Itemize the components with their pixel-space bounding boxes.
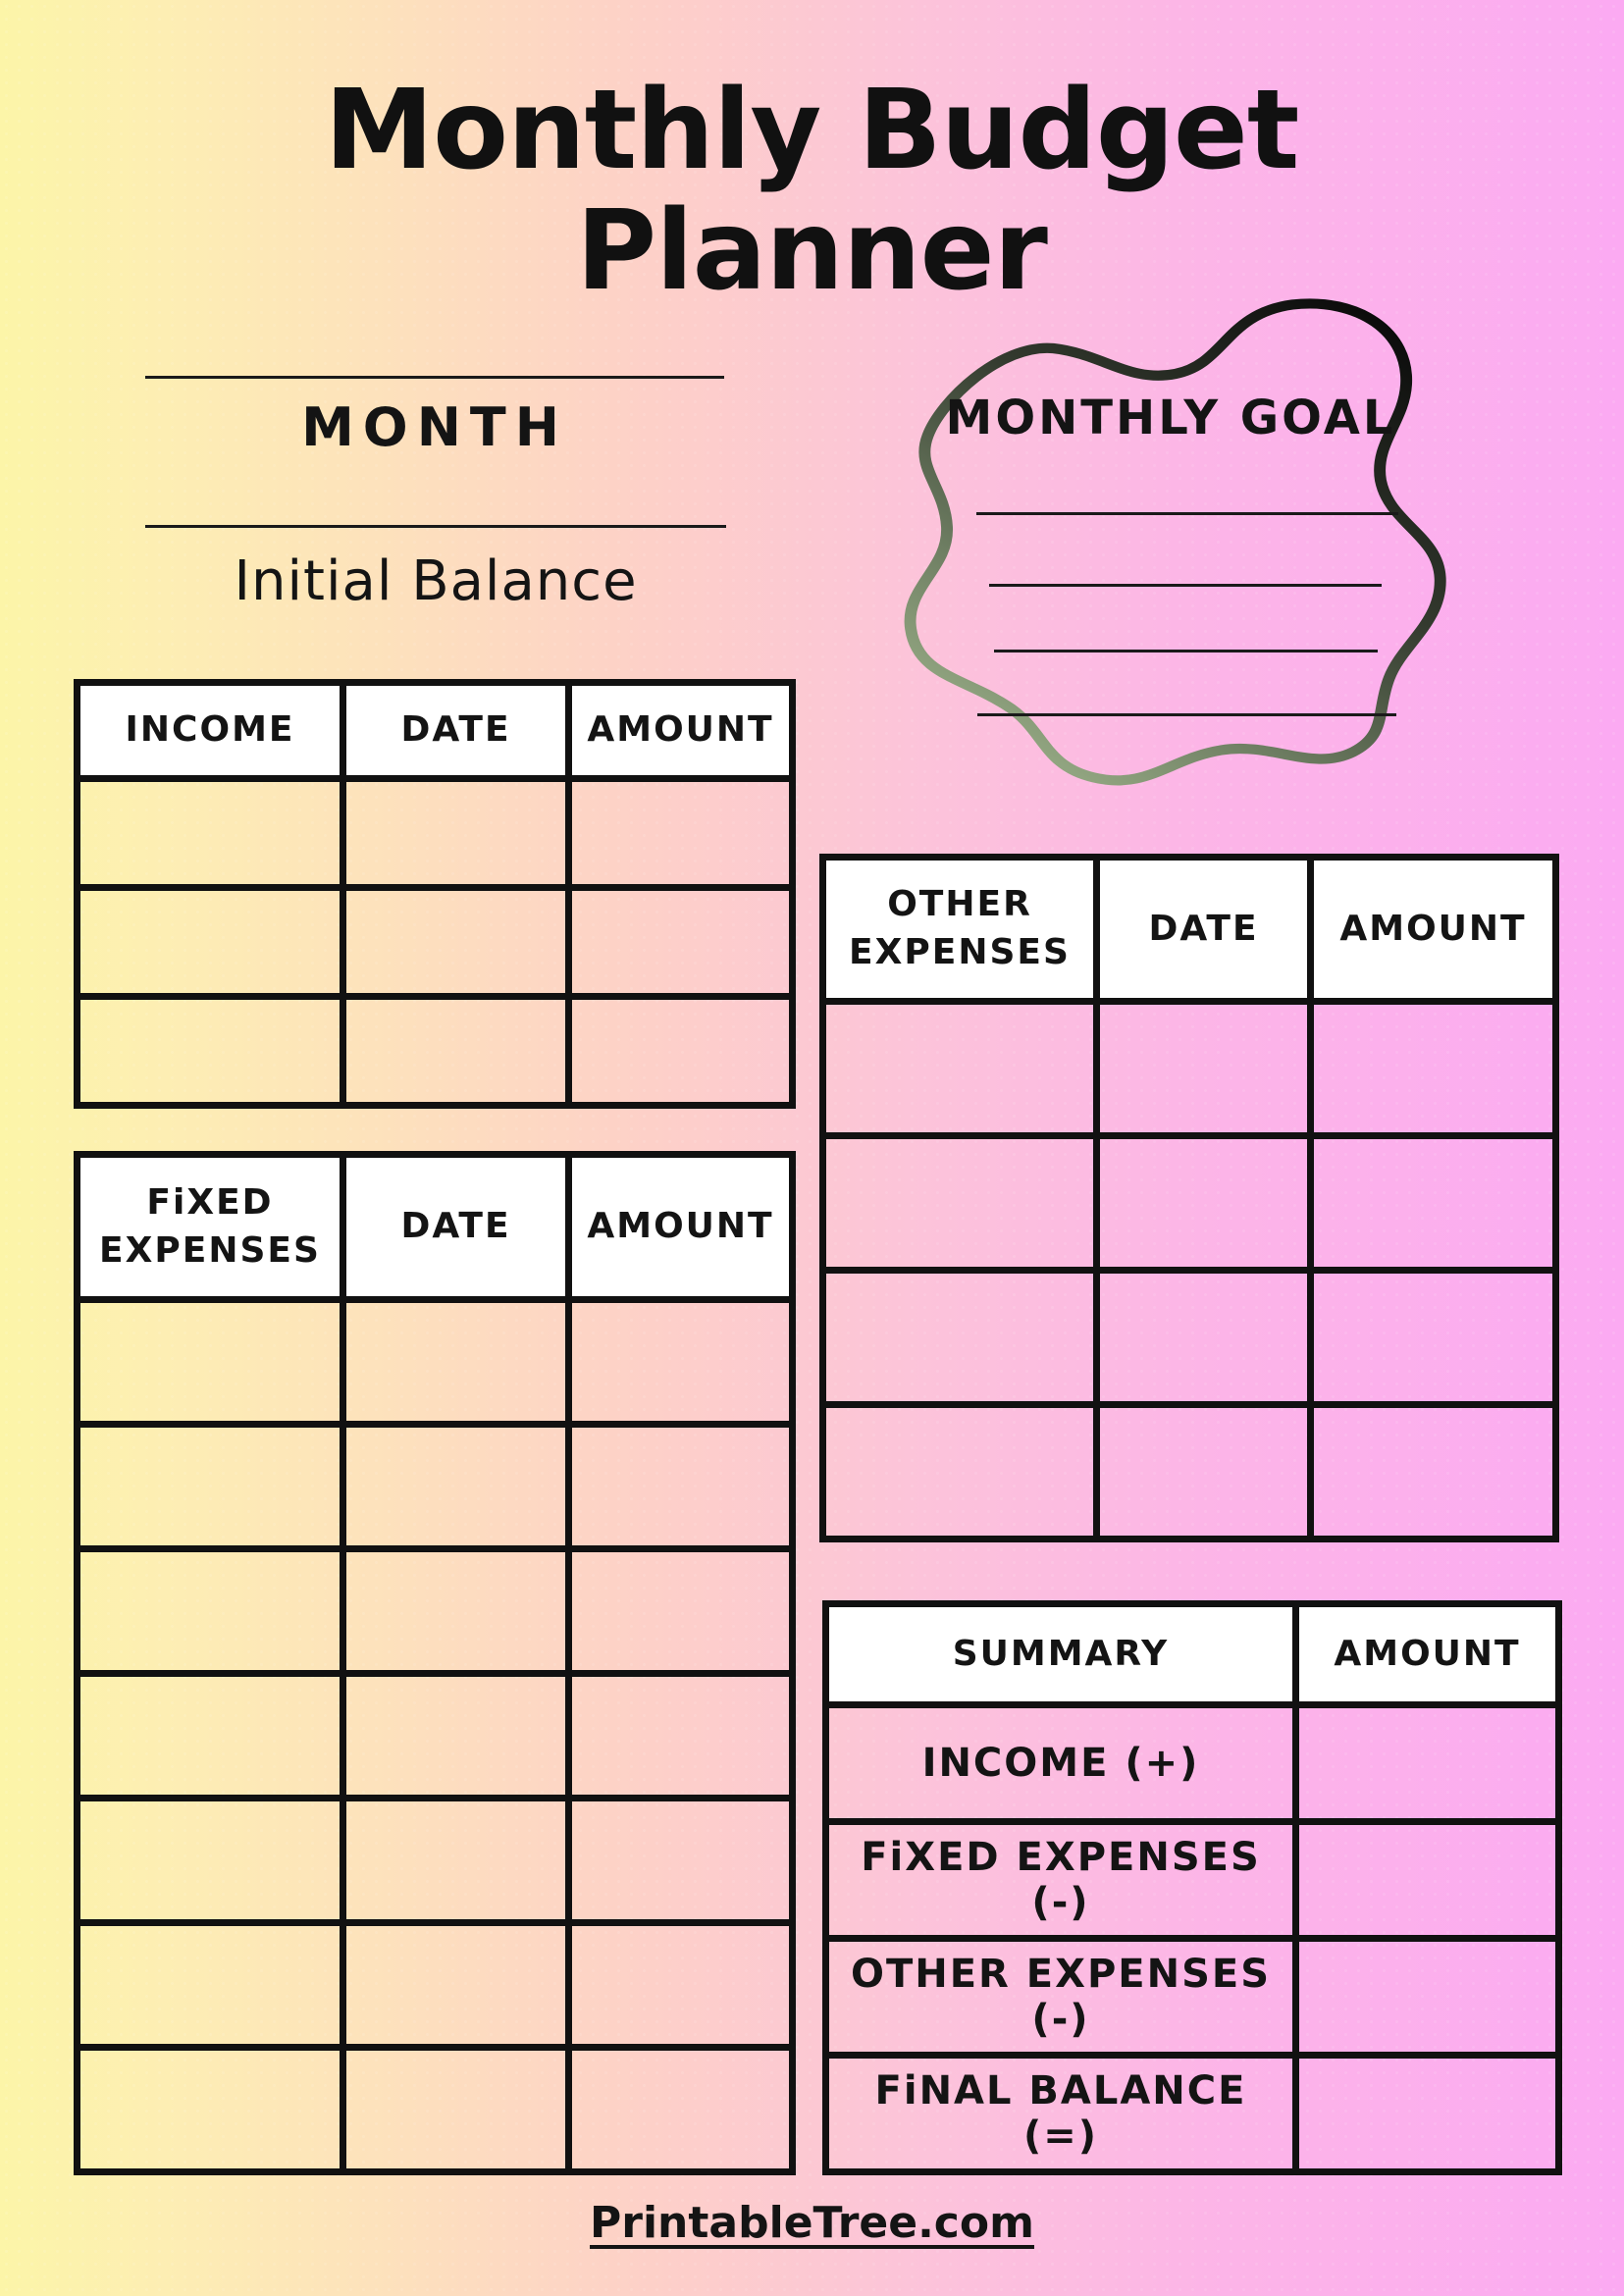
income-empty-row (78, 997, 793, 1106)
income-date-cell (343, 779, 569, 888)
other-expenses-table (819, 854, 1559, 1542)
date-header-cell: DATE (343, 1155, 569, 1300)
fixed-amount-cell (569, 1799, 793, 1923)
income-date-cell (343, 997, 569, 1106)
other-name-cell (823, 1002, 1097, 1136)
other-date-cell (1097, 1136, 1311, 1271)
goal-writing-line (989, 584, 1382, 587)
fixed-empty-row (78, 1425, 793, 1549)
fixed-date-cell (343, 1425, 569, 1549)
printabletree-link[interactable]: PrintableTree.com (590, 2198, 1034, 2248)
goal-writing-line (976, 512, 1398, 515)
other-date-cell (1097, 1271, 1311, 1405)
fixed-empty-row (78, 1300, 793, 1425)
income-name-cell (78, 888, 343, 997)
goal-writing-line (994, 650, 1378, 652)
fixed-amount-cell (569, 1923, 793, 2048)
amount-header-cell: AMOUNT (1296, 1604, 1559, 1705)
month-label: MONTH (301, 396, 568, 458)
fixed-empty-row (78, 1674, 793, 1799)
monthly-goal-blob (883, 285, 1457, 795)
summary-row (826, 1939, 1559, 2056)
other-date-cell (1097, 1002, 1311, 1136)
income-empty-row (78, 779, 793, 888)
fixed-amount-cell (569, 1549, 793, 1674)
page-title: Monthly Budget Planner (324, 67, 1299, 316)
summary-table (822, 1600, 1562, 2175)
date-header-cell: DATE (343, 683, 569, 779)
summary-amount-cell (1296, 1939, 1559, 2056)
other-amount-cell (1311, 1405, 1556, 1539)
fixed-amount-cell (569, 1300, 793, 1425)
income-name-cell (78, 779, 343, 888)
fixed-date-cell (343, 1300, 569, 1425)
summary-row-label: FiXED EXPENSES (-) (826, 1822, 1296, 1939)
summary-row (826, 2056, 1559, 2172)
other-amount-cell (1311, 1136, 1556, 1271)
fixed-empty-row (78, 1923, 793, 2048)
other-name-cell (823, 1271, 1097, 1405)
fixed-name-cell (78, 1300, 343, 1425)
monthly-goal-title: MONTHLY GOAL (945, 391, 1396, 445)
summary-header-cell: SUMMARY (826, 1604, 1296, 1705)
amount-header-cell: AMOUNT (569, 1155, 793, 1300)
fixed-name-cell (78, 2048, 343, 2172)
fixed-amount-cell (569, 1674, 793, 1799)
fixed-expenses-header-cell: FiXED EXPENSES (78, 1155, 343, 1300)
fixed-name-cell (78, 1799, 343, 1923)
other-name-cell (823, 1136, 1097, 1271)
fixed-name-cell (78, 1425, 343, 1549)
fixed-empty-row (78, 2048, 793, 2172)
other-empty-row (823, 1271, 1556, 1405)
income-amount-cell (569, 779, 793, 888)
other-amount-cell (1311, 1002, 1556, 1136)
footer (0, 2198, 1624, 2248)
summary-row-label: OTHER EXPENSES (-) (826, 1939, 1296, 2056)
fixed-empty-row (78, 1549, 793, 1674)
amount-header-cell: AMOUNT (1311, 858, 1556, 1002)
summary-header-row (826, 1604, 1559, 1705)
other-empty-row (823, 1405, 1556, 1539)
income-amount-cell (569, 997, 793, 1106)
income-amount-cell (569, 888, 793, 997)
fixed-expenses-table (74, 1151, 796, 2175)
fixed-date-cell (343, 1674, 569, 1799)
income-empty-row (78, 888, 793, 997)
initial-balance-writing-line (145, 525, 726, 528)
goal-writing-line (977, 713, 1396, 716)
other-header-row (823, 858, 1556, 1002)
income-date-cell (343, 888, 569, 997)
fixed-amount-cell (569, 1425, 793, 1549)
other-empty-row (823, 1136, 1556, 1271)
summary-row (826, 1822, 1559, 1939)
income-header-row (78, 683, 793, 779)
other-empty-row (823, 1002, 1556, 1136)
fixed-empty-row (78, 1799, 793, 1923)
fixed-amount-cell (569, 2048, 793, 2172)
date-header-cell: DATE (1097, 858, 1311, 1002)
other-amount-cell (1311, 1271, 1556, 1405)
month-writing-line (145, 376, 724, 379)
fixed-name-cell (78, 1923, 343, 2048)
fixed-date-cell (343, 1549, 569, 1674)
fixed-date-cell (343, 2048, 569, 2172)
amount-header-cell: AMOUNT (569, 683, 793, 779)
initial-balance-label: Initial Balance (234, 549, 638, 613)
summary-amount-cell (1296, 1705, 1559, 1822)
summary-row-label: FiNAL BALANCE (=) (826, 2056, 1296, 2172)
fixed-name-cell (78, 1549, 343, 1674)
other-expenses-header-cell: OTHER EXPENSES (823, 858, 1097, 1002)
fixed-date-cell (343, 1923, 569, 2048)
summary-row-label: INCOME (+) (826, 1705, 1296, 1822)
other-date-cell (1097, 1405, 1311, 1539)
income-name-cell (78, 997, 343, 1106)
fixed-date-cell (343, 1799, 569, 1923)
income-table (74, 679, 796, 1109)
blob-outline-path (911, 303, 1441, 780)
income-header-cell: INCOME (78, 683, 343, 779)
summary-amount-cell (1296, 2056, 1559, 2172)
summary-amount-cell (1296, 1822, 1559, 1939)
fixed-name-cell (78, 1674, 343, 1799)
fixed-header-row (78, 1155, 793, 1300)
other-name-cell (823, 1405, 1097, 1539)
summary-row (826, 1705, 1559, 1822)
